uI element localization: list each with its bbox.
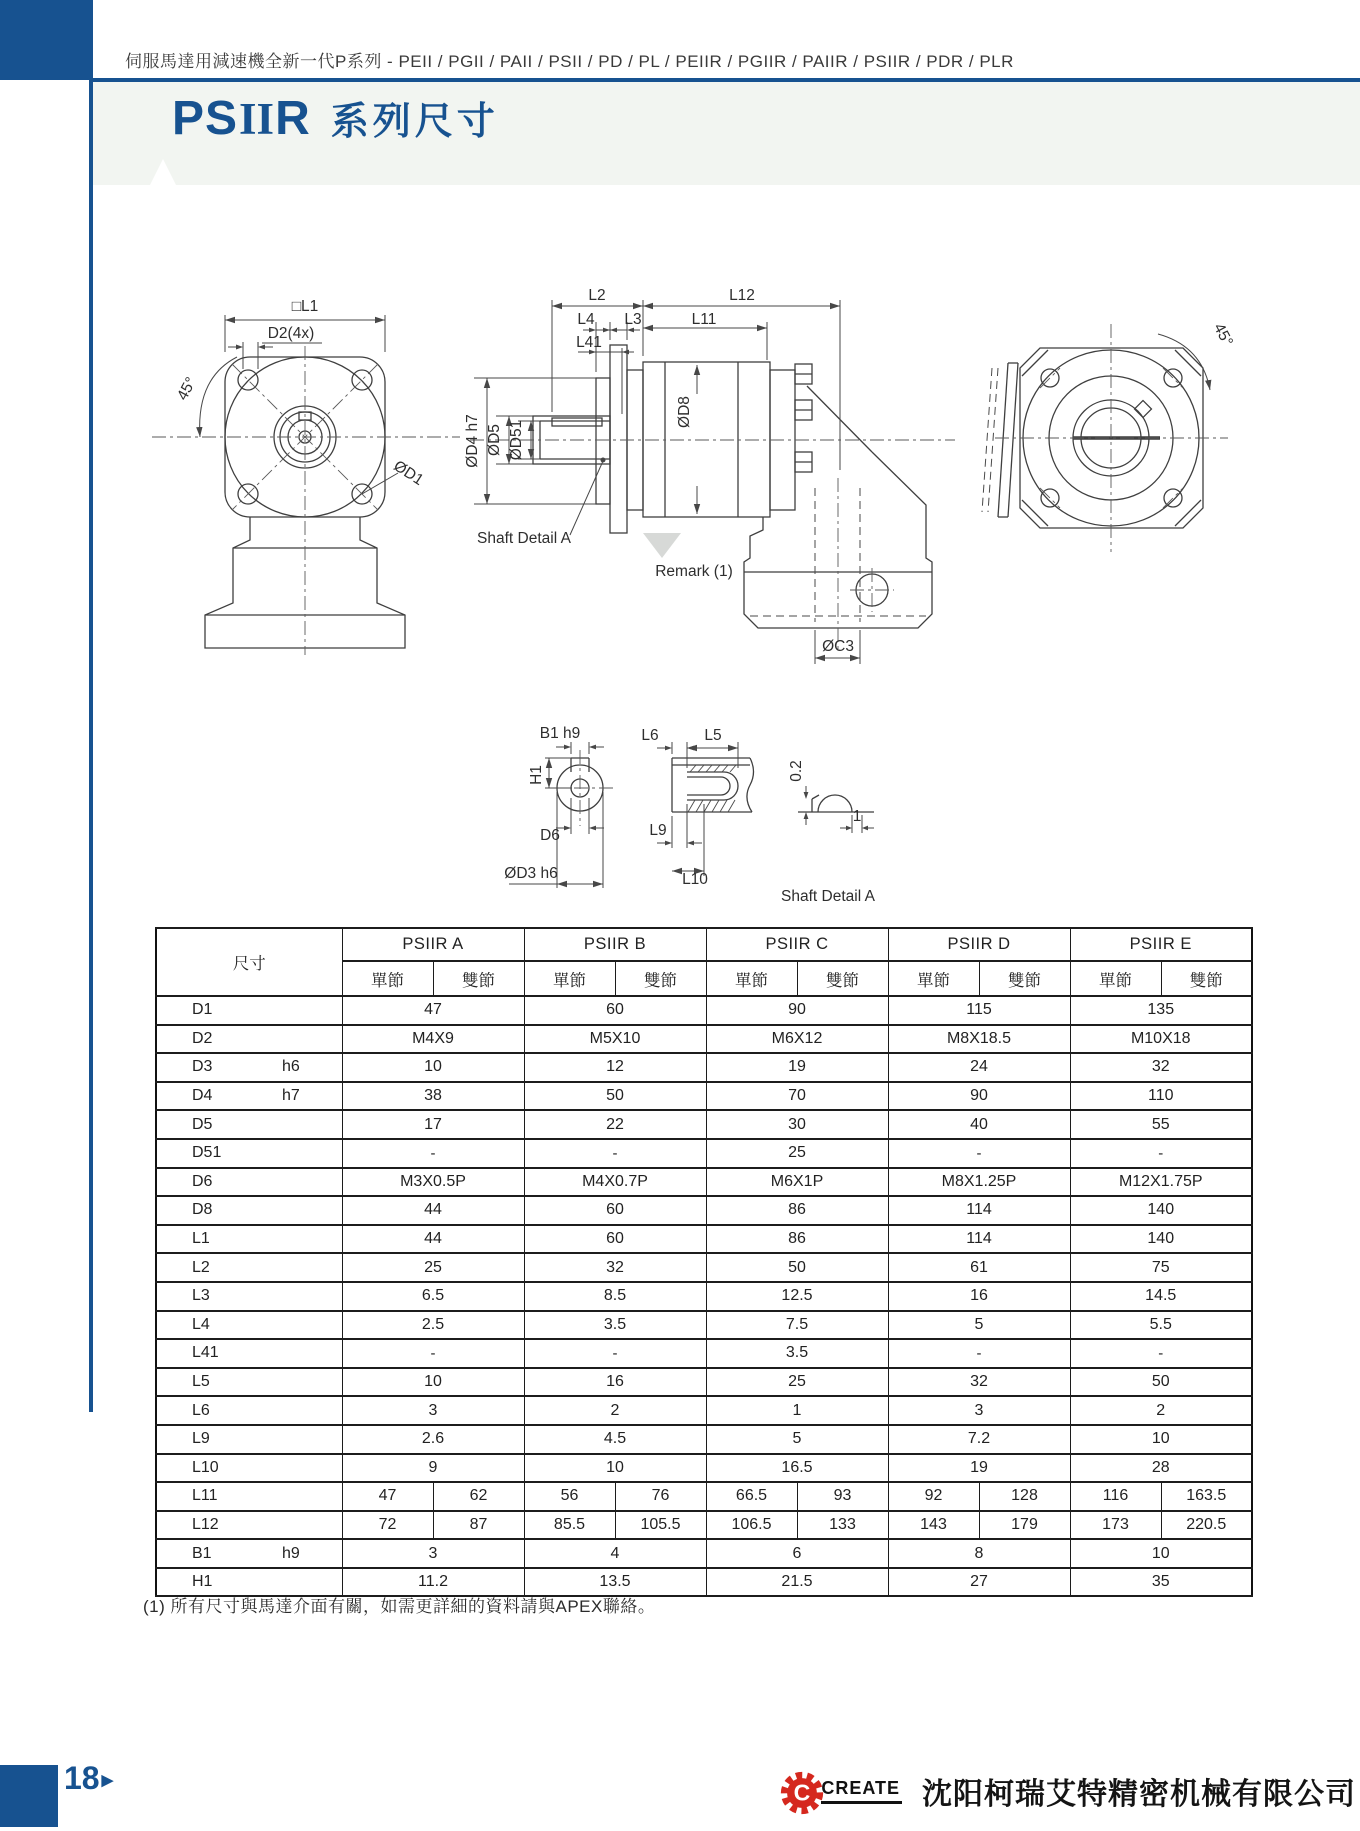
table-cell: 3 [888, 1396, 1070, 1425]
row-label [156, 1139, 342, 1168]
dimension-name: D1 [192, 1001, 213, 1019]
drawing-label: 0.2 [788, 760, 805, 782]
table-cell: M12X1.75P [1070, 1168, 1252, 1197]
shaft-chamfer-detail [798, 795, 874, 812]
table-cell: 50 [706, 1253, 888, 1282]
row-label [156, 1425, 342, 1454]
title-brand-suffix: R [275, 92, 311, 145]
table-cell: 87 [433, 1511, 524, 1540]
row-label [156, 1082, 342, 1111]
row-label [156, 1225, 342, 1254]
row-label [156, 1168, 342, 1197]
table-cell: 93 [797, 1482, 888, 1511]
table-cell: 50 [1070, 1368, 1252, 1397]
table-cell: M5X10 [524, 1025, 706, 1054]
table-cell: 24 [888, 1053, 1070, 1082]
row-label [156, 1339, 342, 1368]
table-row [156, 1539, 1252, 1568]
drawing-label: L4 [577, 311, 595, 328]
logo-initial: C [794, 1779, 811, 1806]
table-cell: 3 [342, 1396, 524, 1425]
drawing-label: L3 [624, 311, 642, 328]
table-cell: 25 [342, 1253, 524, 1282]
dimension-name: L41 [192, 1344, 219, 1362]
dimension-name: B1 [192, 1544, 212, 1562]
page-number-value: 18 [64, 1760, 100, 1796]
table-cell: 86 [706, 1225, 888, 1254]
table-cell: 133 [797, 1511, 888, 1540]
row-label [156, 1053, 342, 1082]
table-cell: 1 [706, 1396, 888, 1425]
dimension-tolerance: h6 [282, 1058, 300, 1076]
table-cell: 55 [1070, 1110, 1252, 1139]
table-cell: 90 [706, 996, 888, 1025]
table-cell: 32 [524, 1253, 706, 1282]
column-header-series: PSIIR C [706, 928, 888, 961]
table-cell: 220.5 [1161, 1511, 1252, 1540]
table-cell: - [524, 1139, 706, 1168]
drawing-label: D2(4x) [267, 325, 315, 342]
column-header-stage: 單節 [1070, 961, 1161, 996]
table-cell: M10X18 [1070, 1025, 1252, 1054]
table-row [156, 1396, 1252, 1425]
table-cell: 19 [888, 1454, 1070, 1483]
page-number [64, 1760, 113, 1797]
table-cell: 76 [615, 1482, 706, 1511]
table-cell: 4 [524, 1539, 706, 1568]
table-cell: 30 [706, 1110, 888, 1139]
table-cell: 114 [888, 1196, 1070, 1225]
table-cell: 3 [342, 1539, 524, 1568]
row-label [156, 1282, 342, 1311]
table-cell: 8.5 [524, 1282, 706, 1311]
table-cell: 10 [1070, 1425, 1252, 1454]
table-cell: M3X0.5P [342, 1168, 524, 1197]
table-cell: 10 [342, 1053, 524, 1082]
row-label [156, 1454, 342, 1483]
dimension-name: D6 [192, 1172, 213, 1190]
column-header-dimension: 尺寸 [156, 928, 342, 996]
table-cell: 7.2 [888, 1425, 1070, 1454]
column-header-stage: 單節 [706, 961, 797, 996]
dimension-name: D8 [192, 1201, 213, 1219]
table-cell: 2.6 [342, 1425, 524, 1454]
table-cell: 105.5 [615, 1511, 706, 1540]
column-header-series: PSIIR D [888, 928, 1070, 961]
table-cell: 28 [1070, 1454, 1252, 1483]
dimension-name: D3 [192, 1058, 213, 1076]
table-cell: 12.5 [706, 1282, 888, 1311]
dimension-table [155, 927, 1253, 1597]
table-cell: 92 [888, 1482, 979, 1511]
table-cell: 5.5 [1070, 1311, 1252, 1340]
table-cell: 13.5 [524, 1568, 706, 1597]
table-cell: 25 [706, 1368, 888, 1397]
column-header-stage: 雙節 [979, 961, 1070, 996]
column-header-stage: 單節 [342, 961, 433, 996]
table-cell: 3.5 [706, 1339, 888, 1368]
dimension-name: L5 [192, 1373, 210, 1391]
table-cell: 19 [706, 1053, 888, 1082]
drawing-label: ØD51 [508, 419, 525, 461]
table-cell: 115 [888, 996, 1070, 1025]
table-cell: 60 [524, 1196, 706, 1225]
row-label [156, 1539, 342, 1568]
table-row [156, 1168, 1252, 1197]
dimension-name: D51 [192, 1144, 222, 1162]
drawing-label: L5 [704, 727, 722, 744]
logo-wordmark: CREATE [821, 1778, 902, 1804]
table-cell: - [342, 1339, 524, 1368]
dimension-name: D5 [192, 1115, 213, 1133]
dimension-name: L12 [192, 1515, 219, 1533]
drawing-label: L6 [641, 727, 659, 744]
company-brand [777, 1766, 1356, 1816]
table-row [156, 1425, 1252, 1454]
title-brand-prefix: PS [172, 92, 239, 145]
side-view-outline [533, 345, 932, 628]
table-cell: 27 [888, 1568, 1070, 1597]
table-cell: 75 [1070, 1253, 1252, 1282]
table-cell: 5 [888, 1311, 1070, 1340]
table-cell: 128 [979, 1482, 1070, 1511]
table-cell: 62 [433, 1482, 524, 1511]
dimension-name: L6 [192, 1401, 210, 1419]
table-cell: 10 [1070, 1539, 1252, 1568]
table-cell: 110 [1070, 1082, 1252, 1111]
row-label [156, 1396, 342, 1425]
dimension-drawings [0, 0, 1360, 915]
dimension-name: L10 [192, 1458, 219, 1476]
dimension-name: L9 [192, 1430, 210, 1448]
dimension-tolerance: h7 [282, 1087, 300, 1105]
table-cell: - [888, 1339, 1070, 1368]
table-cell: M8X1.25P [888, 1168, 1070, 1197]
table-cell: 32 [1070, 1053, 1252, 1082]
footnote: (1) 所有尺寸與馬達介面有關，如需更詳細的資料請與APEX聯絡。 [143, 1597, 656, 1616]
table-cell: 143 [888, 1511, 979, 1540]
drawing-label: L9 [649, 822, 667, 839]
table-row [156, 1082, 1252, 1111]
table-cell: 72 [342, 1511, 433, 1540]
table-cell: 7.5 [706, 1311, 888, 1340]
drawing-label: 45° [1209, 320, 1236, 350]
table-cell: 11.2 [342, 1568, 524, 1597]
row-label [156, 1511, 342, 1540]
table-cell: 114 [888, 1225, 1070, 1254]
table-cell: M4X9 [342, 1025, 524, 1054]
table-cell: 50 [524, 1082, 706, 1111]
drawing-label: ØD3 h6 [504, 865, 558, 882]
table-cell: - [342, 1139, 524, 1168]
table-cell: M6X1P [706, 1168, 888, 1197]
drawing-label: Shaft Detail A [477, 530, 571, 547]
table-cell: 16 [524, 1368, 706, 1397]
dimension-tolerance: h9 [282, 1544, 300, 1562]
drawing-label: 1 [852, 808, 862, 825]
table-cell: 10 [342, 1368, 524, 1397]
table-cell: 56 [524, 1482, 615, 1511]
table-row [156, 1225, 1252, 1254]
table-cell: M8X18.5 [888, 1025, 1070, 1054]
drawing-label: ØD4 h7 [464, 414, 481, 468]
drawing-label: Remark (1) [655, 563, 733, 580]
drawing-label: H1 [528, 765, 545, 785]
rear-view-hidden-lines [982, 368, 998, 512]
table-cell: 5 [706, 1425, 888, 1454]
table-row [156, 1454, 1252, 1483]
table-row [156, 1511, 1252, 1540]
column-header-series: PSIIR E [1070, 928, 1252, 961]
table-row [156, 1253, 1252, 1282]
header-series-line: 伺服馬達用減速機全新一代P系列 - PEII / PGII / PAII / PSII / PD / PL / PEIIR / PGIIR / PAIIR / PSIIR / PDR / PLR [125, 52, 1014, 71]
table-row [156, 1110, 1252, 1139]
rear-view-dimensions [1158, 334, 1210, 390]
dimension-name: H1 [192, 1573, 213, 1591]
table-cell: 21.5 [706, 1568, 888, 1597]
dimension-name: L3 [192, 1287, 210, 1305]
column-header-stage: 雙節 [433, 961, 524, 996]
table-cell: 135 [1070, 996, 1252, 1025]
drawing-label: ØD5 [486, 424, 503, 456]
drawing-label: 45° [174, 374, 201, 404]
dimension-name: L11 [192, 1487, 218, 1505]
table-cell: - [524, 1339, 706, 1368]
table-row [156, 1053, 1252, 1082]
table-cell: 173 [1070, 1511, 1161, 1540]
row-label [156, 1311, 342, 1340]
drawing-label: D6 [540, 827, 560, 844]
column-header-stage: 雙節 [615, 961, 706, 996]
table-cell: - [1070, 1339, 1252, 1368]
table-row [156, 1482, 1252, 1511]
table-cell: 17 [342, 1110, 524, 1139]
table-row [156, 1139, 1252, 1168]
row-label [156, 1025, 342, 1054]
drawing-label: ØC3 [822, 638, 854, 655]
dimension-name: L2 [192, 1258, 210, 1276]
dimension-name: L4 [192, 1315, 210, 1333]
drawing-label: L11 [691, 311, 717, 328]
side-view-dimensions [474, 300, 860, 664]
front-view-centerlines [152, 346, 460, 655]
column-header-series: PSIIR B [524, 928, 706, 961]
table-row [156, 1311, 1252, 1340]
table-cell: 2 [1070, 1396, 1252, 1425]
remark-watermark-triangle [643, 533, 681, 558]
table-cell: 2.5 [342, 1311, 524, 1340]
detail-dimensions [509, 742, 874, 888]
footer-accent-block [0, 1765, 58, 1827]
table-cell: 16.5 [706, 1454, 888, 1483]
table-cell: 44 [342, 1196, 524, 1225]
table-cell: 66.5 [706, 1482, 797, 1511]
table-cell: 38 [342, 1082, 524, 1111]
table-cell: 6 [706, 1539, 888, 1568]
drawing-label: ØD1 [390, 457, 427, 490]
table-cell: M6X12 [706, 1025, 888, 1054]
row-label [156, 1368, 342, 1397]
table-cell: - [888, 1139, 1070, 1168]
column-header-stage: 雙節 [1161, 961, 1252, 996]
table-cell: 86 [706, 1196, 888, 1225]
table-cell: 140 [1070, 1196, 1252, 1225]
drawing-label: ØD8 [676, 396, 693, 428]
company-name: 沈阳柯瑞艾特精密机械有限公司 [922, 1778, 1356, 1811]
row-label [156, 1196, 342, 1225]
dimension-name: L1 [192, 1230, 210, 1248]
table-cell: 60 [524, 1225, 706, 1254]
column-header-stage: 雙節 [797, 961, 888, 996]
drawing-label: L41 [576, 334, 602, 351]
drawing-label: L10 [682, 871, 708, 888]
drawing-label: L2 [588, 287, 606, 304]
table-cell: 70 [706, 1082, 888, 1111]
table-cell: 9 [342, 1454, 524, 1483]
table-cell: 163.5 [1161, 1482, 1252, 1511]
table-cell: 22 [524, 1110, 706, 1139]
dimension-name: D4 [192, 1087, 213, 1105]
table-cell: 4.5 [524, 1425, 706, 1454]
table-cell: 16 [888, 1282, 1070, 1311]
table-cell: 90 [888, 1082, 1070, 1111]
table-cell: 85.5 [524, 1511, 615, 1540]
table-cell: 12 [524, 1053, 706, 1082]
table-row [156, 1339, 1252, 1368]
table-cell: 60 [524, 996, 706, 1025]
table-cell: 8 [888, 1539, 1070, 1568]
table-row [156, 1196, 1252, 1225]
table-row [156, 1025, 1252, 1054]
gear-logo-icon [777, 1768, 827, 1818]
drawing-label: □L1 [291, 298, 319, 315]
column-header-series: PSIIR A [342, 928, 524, 961]
keyway-side-detail [672, 758, 754, 812]
table-cell: 40 [888, 1110, 1070, 1139]
drawing-label: Shaft Detail A [781, 888, 875, 905]
table-cell: 140 [1070, 1225, 1252, 1254]
column-header-stage: 單節 [888, 961, 979, 996]
page-arrow-icon: ▶ [101, 1771, 114, 1789]
table-cell: 116 [1070, 1482, 1161, 1511]
table-cell: 61 [888, 1253, 1070, 1282]
table-cell: 179 [979, 1511, 1070, 1540]
title-text: 系列尺寸 [330, 101, 499, 143]
row-label [156, 996, 342, 1025]
row-label [156, 1482, 342, 1511]
table-row [156, 1368, 1252, 1397]
table-cell: 10 [524, 1454, 706, 1483]
table-row [156, 996, 1252, 1025]
table-cell: 44 [342, 1225, 524, 1254]
table-cell: M4X0.7P [524, 1168, 706, 1197]
row-label [156, 1253, 342, 1282]
table-row [156, 1282, 1252, 1311]
table-cell: 6.5 [342, 1282, 524, 1311]
table-cell: 35 [1070, 1568, 1252, 1597]
table-cell: - [1070, 1139, 1252, 1168]
table-cell: 2 [524, 1396, 706, 1425]
column-header-stage: 單節 [524, 961, 615, 996]
table-cell: 32 [888, 1368, 1070, 1397]
drawing-label: L12 [729, 287, 755, 304]
row-label [156, 1110, 342, 1139]
dimension-name: D2 [192, 1029, 213, 1047]
table-cell: 3.5 [524, 1311, 706, 1340]
table-cell: 106.5 [706, 1511, 797, 1540]
table-cell: 47 [342, 996, 524, 1025]
table-cell: 14.5 [1070, 1282, 1252, 1311]
drawing-label: B1 h9 [539, 725, 581, 742]
title-brand-roman: II [239, 94, 275, 144]
table-cell: 47 [342, 1482, 433, 1511]
table-cell: 25 [706, 1139, 888, 1168]
